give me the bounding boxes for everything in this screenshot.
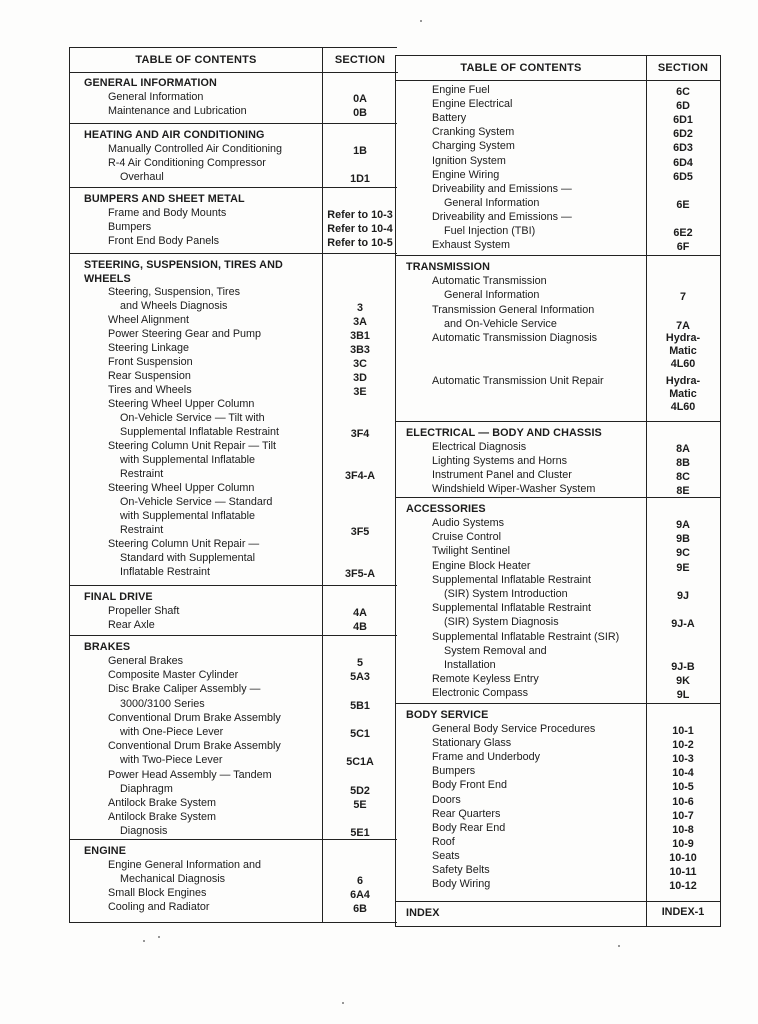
section-title: BUMPERS AND SHEET METAL <box>84 193 245 205</box>
entry-title: Steering Column Unit Repair — <box>108 538 260 550</box>
section-code: 9L <box>676 689 690 702</box>
section-code: 8B <box>676 457 690 469</box>
entry-title: Charging System <box>432 140 515 153</box>
section-code: 9K <box>676 675 690 688</box>
section-code: 3C <box>353 358 367 370</box>
section-code: 1D1 <box>350 173 370 185</box>
left-section-heating-and-air-conditioning <box>70 124 397 188</box>
right-column <box>395 55 721 927</box>
section-code: 6D2 <box>673 128 693 141</box>
entry-title: Engine Electrical <box>432 98 513 111</box>
right-section-header: SECTION <box>646 56 720 81</box>
entry-title: with Supplemental Inflatable <box>120 454 256 466</box>
entry-title: Lighting Systems and Horns <box>432 455 568 467</box>
entry-title: Antilock Brake System <box>108 797 217 809</box>
section-code: 6E <box>676 198 690 211</box>
entry-title: Automatic Transmission Diagnosis <box>432 332 598 345</box>
section-code: 3E <box>353 386 367 398</box>
section-code: 6F <box>676 241 690 254</box>
section-code: 7 <box>679 291 686 304</box>
section-code: Refer to 10-5 <box>327 237 393 250</box>
entry-title: Mechanical Diagnosis <box>120 873 226 885</box>
entry-title: Ignition System <box>432 154 506 167</box>
right-toc-header: TABLE OF CONTENTS <box>396 56 646 81</box>
section-title: FINAL DRIVE <box>84 591 153 603</box>
section-code: 10-7 <box>672 809 694 822</box>
entry-title: General Information <box>108 91 204 103</box>
entry-title: Conventional Drum Brake Assembly <box>108 711 281 724</box>
section-code: 6B <box>353 903 367 915</box>
entry-title: Disc Brake Caliper Assembly — <box>108 683 261 696</box>
section-code: 8C <box>676 471 690 483</box>
entry-title: Front Suspension <box>108 356 193 368</box>
entry-title: R-4 Air Conditioning Compressor <box>108 157 266 169</box>
section-title: ACCESSORIES <box>406 503 486 515</box>
entry-title: Power Steering Gear and Pump <box>108 328 262 340</box>
entry-title: Cooling and Radiator <box>108 901 210 913</box>
section-code: 0B <box>353 107 367 119</box>
section-code: 1B <box>353 145 367 157</box>
entry-title: with Supplemental Inflatable <box>120 510 256 522</box>
entry-title: Tires and Wheels <box>108 384 192 396</box>
entry-title: Body Wiring <box>432 878 491 891</box>
entry-title: Driveability and Emissions — <box>432 182 572 195</box>
section-code: 10-8 <box>672 823 694 836</box>
section-code: 4A <box>353 607 367 619</box>
section-code: 9J-A <box>671 618 695 631</box>
section-code: 3F4-A <box>345 470 375 482</box>
section-code: 10-5 <box>672 781 694 794</box>
entry-title: Diaphragm <box>120 782 173 795</box>
section-title: HEATING AND AIR CONDITIONING <box>84 129 265 141</box>
entry-title: Overhaul <box>120 171 164 183</box>
entry-title: General Information <box>444 196 540 209</box>
toc-page <box>55 45 725 925</box>
right-section-continued <box>396 80 720 256</box>
right-section-accessories <box>396 498 720 704</box>
left-section-steering-suspension-tires-and-wheels <box>70 254 397 586</box>
section-title: BRAKES <box>84 641 131 653</box>
left-section-bumpers-and-sheet-metal <box>70 188 397 254</box>
section-code: 6D5 <box>673 170 693 183</box>
entry-title: Supplemental Inflatable Restraint <box>120 426 280 438</box>
entry-title: Rear Quarters <box>432 807 501 820</box>
entry-title: Supplemental Inflatable Restraint <box>432 573 592 586</box>
entry-title: Steering Linkage <box>108 342 190 354</box>
left-section-general-information <box>70 72 397 124</box>
entry-title: Inflatable Restraint <box>120 566 211 578</box>
section-title: TRANSMISSION <box>406 261 490 273</box>
entry-title: Exhaust System <box>432 239 511 252</box>
entry-title: Steering Wheel Upper Column <box>108 398 255 410</box>
section-code: 3A <box>353 316 367 328</box>
entry-title: Body Front End <box>432 779 508 792</box>
section-code: INDEX-1 <box>661 906 705 918</box>
section-code: 10-4 <box>672 767 694 780</box>
entry-title: 3000/3100 Series <box>120 697 205 710</box>
entry-title: Rear Suspension <box>108 370 191 382</box>
entry-title: On-Vehicle Service — Standard <box>120 496 273 508</box>
section-code: 5B1 <box>350 699 370 712</box>
entry-title: Seats <box>432 849 460 862</box>
section-code: 5D2 <box>350 784 370 797</box>
section-code: 9C <box>676 547 690 560</box>
section-code: 6D <box>676 100 690 113</box>
entry-title: Safety Belts <box>432 864 490 876</box>
entry-title: Composite Master Cylinder <box>108 669 239 682</box>
entry-title: Manually Controlled Air Conditioning <box>108 143 283 155</box>
right-section-transmission <box>396 256 720 422</box>
entry-title: Automatic Transmission <box>432 275 547 287</box>
section-code: 10-12 <box>669 880 697 893</box>
section-code: Hydra- Matic 4L60 <box>665 332 701 371</box>
section-code: 3F5 <box>350 526 370 538</box>
entry-title: Audio Systems <box>432 517 505 529</box>
section-code: Hydra- Matic 4L60 <box>665 375 701 414</box>
right-section-electrical-body-and-chassis <box>396 422 720 498</box>
entry-title: Cruise Control <box>432 531 502 544</box>
section-code: 9A <box>676 519 690 531</box>
section-code: 6C <box>676 86 690 98</box>
entry-title: Restraint <box>120 468 164 480</box>
section-code: 6A4 <box>350 889 370 901</box>
entry-title: Body Rear End <box>432 821 506 834</box>
section-code: 6 <box>356 875 363 887</box>
entry-title: Engine Fuel <box>432 84 490 96</box>
entry-title: General Brakes <box>108 655 184 667</box>
entry-title: and Wheels Diagnosis <box>120 300 228 312</box>
section-code: 3 <box>356 302 363 314</box>
section-code: 3F4 <box>350 428 370 440</box>
entry-title: Electronic Compass <box>432 687 529 700</box>
entry-title: Roof <box>432 835 455 848</box>
entry-title: Supplemental Inflatable Restraint (SIR) <box>432 630 620 643</box>
entry-title: General Body Service Procedures <box>432 723 596 735</box>
entry-title: Antilock Brake System <box>108 811 217 824</box>
entry-title: System Removal and <box>444 644 547 657</box>
section-title: ENGINE <box>84 845 126 857</box>
entry-title: with One-Piece Lever <box>120 726 224 738</box>
section-code: 3D <box>353 372 367 384</box>
entry-title: Remote Keyless Entry <box>432 673 539 686</box>
entry-title: Installation <box>444 659 496 671</box>
section-code: 6E2 <box>673 227 693 239</box>
entry-title: Driveability and Emissions — <box>432 210 572 223</box>
section-code: 5E1 <box>350 827 370 840</box>
entry-title: Standard with Supplemental <box>120 552 256 564</box>
entry-title: Cranking System <box>432 126 515 139</box>
section-code: 7A <box>676 319 690 332</box>
section-title: BODY SERVICE <box>406 709 489 721</box>
entry-title: Engine Block Heater <box>432 559 531 572</box>
section-code: 8A <box>676 443 690 455</box>
section-code: 3B3 <box>350 344 370 356</box>
section-title: GENERAL INFORMATION <box>84 77 217 89</box>
entry-title: Diagnosis <box>120 825 168 838</box>
entry-title: Steering Wheel Upper Column <box>108 482 255 494</box>
entry-title: Conventional Drum Brake Assembly <box>108 740 281 753</box>
entry-title: Front End Body Panels <box>108 235 220 248</box>
entry-title: Maintenance and Lubrication <box>108 105 247 117</box>
section-code: 10-9 <box>672 837 694 850</box>
right-section-index <box>396 902 720 928</box>
entry-title: and On-Vehicle Service <box>444 317 557 330</box>
section-code: 10-2 <box>672 739 694 752</box>
entry-title: On-Vehicle Service — Tilt with <box>120 412 265 424</box>
entry-title: Rear Axle <box>108 619 155 631</box>
entry-title: Frame and Underbody <box>432 751 541 764</box>
entry-title: Bumpers <box>432 765 476 778</box>
section-code: 0A <box>353 93 367 105</box>
section-code: 5A3 <box>350 671 370 684</box>
section-code: 4B <box>353 621 367 633</box>
section-code: 9J <box>676 590 689 602</box>
entry-title: Propeller Shaft <box>108 605 180 617</box>
right-section-body-service <box>396 704 720 902</box>
entry-title: Doors <box>432 793 461 806</box>
entry-title: Supplemental Inflatable Restraint <box>432 602 592 615</box>
entry-title: Electrical Diagnosis <box>432 441 527 453</box>
section-code: 5C1 <box>350 728 370 740</box>
section-code: 9E <box>676 561 690 574</box>
section-code: 5E <box>353 799 367 811</box>
entry-title: Steering, Suspension, Tires <box>108 286 241 298</box>
section-code: 6D3 <box>673 142 693 155</box>
section-code: Refer to 10-4 <box>327 223 393 236</box>
section-code: 10-11 <box>669 866 697 878</box>
section-code: 9J-B <box>671 661 695 673</box>
section-code: 10-3 <box>672 753 694 766</box>
left-section-brakes <box>70 636 397 840</box>
section-title: ELECTRICAL — BODY AND CHASSIS <box>406 427 602 439</box>
section-title: INDEX <box>406 907 440 919</box>
entry-title: Stationary Glass <box>432 737 512 750</box>
entry-title: Engine General Information and <box>108 859 262 871</box>
section-code: 3B1 <box>350 330 370 342</box>
entry-title: Steering Column Unit Repair — Tilt <box>108 440 277 452</box>
entry-title: Instrument Panel and Cluster <box>432 469 572 481</box>
left-section-header: SECTION <box>322 48 398 73</box>
entry-title: Engine Wiring <box>432 168 500 181</box>
section-title: STEERING, SUSPENSION, TIRES AND WHEELS <box>84 259 283 285</box>
entry-title: Windshield Wiper-Washer System <box>432 483 596 495</box>
entry-title: with Two-Piece Lever <box>120 754 223 767</box>
entry-title: Wheel Alignment <box>108 314 190 326</box>
entry-title: Bumpers <box>108 221 152 234</box>
section-code: 9B <box>676 533 690 546</box>
section-code: 5 <box>356 657 363 669</box>
entry-title: Small Block Engines <box>108 887 207 899</box>
left-toc-header: TABLE OF CONTENTS <box>70 48 322 73</box>
entry-title: Frame and Body Mounts <box>108 207 227 219</box>
entry-title: Fuel Injection (TBI) <box>444 225 536 237</box>
section-code: 10-6 <box>672 795 694 808</box>
entry-title: (SIR) System Introduction <box>444 588 568 600</box>
entry-title: Automatic Transmission Unit Repair <box>432 375 604 388</box>
entry-title: Restraint <box>120 524 164 536</box>
entry-title: Transmission General Information <box>432 303 595 316</box>
entry-title: Twilight Sentinel <box>432 545 511 558</box>
left-section-engine <box>70 840 397 924</box>
entry-title: (SIR) System Diagnosis <box>444 616 559 629</box>
section-code: Refer to 10-3 <box>327 209 393 221</box>
left-section-final-drive <box>70 586 397 636</box>
left-column <box>69 47 397 923</box>
entry-title: Power Head Assembly — Tandem <box>108 768 272 781</box>
section-code: 6D1 <box>673 114 693 127</box>
entry-title: General Information <box>444 289 540 302</box>
section-code: 8E <box>676 485 690 497</box>
section-code: 6D4 <box>673 156 693 169</box>
section-code: 10-10 <box>669 851 697 864</box>
section-code: 5C1A <box>346 756 374 769</box>
entry-title: Battery <box>432 112 467 125</box>
section-code: 10-1 <box>672 725 694 737</box>
section-code: 3F5-A <box>345 568 375 580</box>
